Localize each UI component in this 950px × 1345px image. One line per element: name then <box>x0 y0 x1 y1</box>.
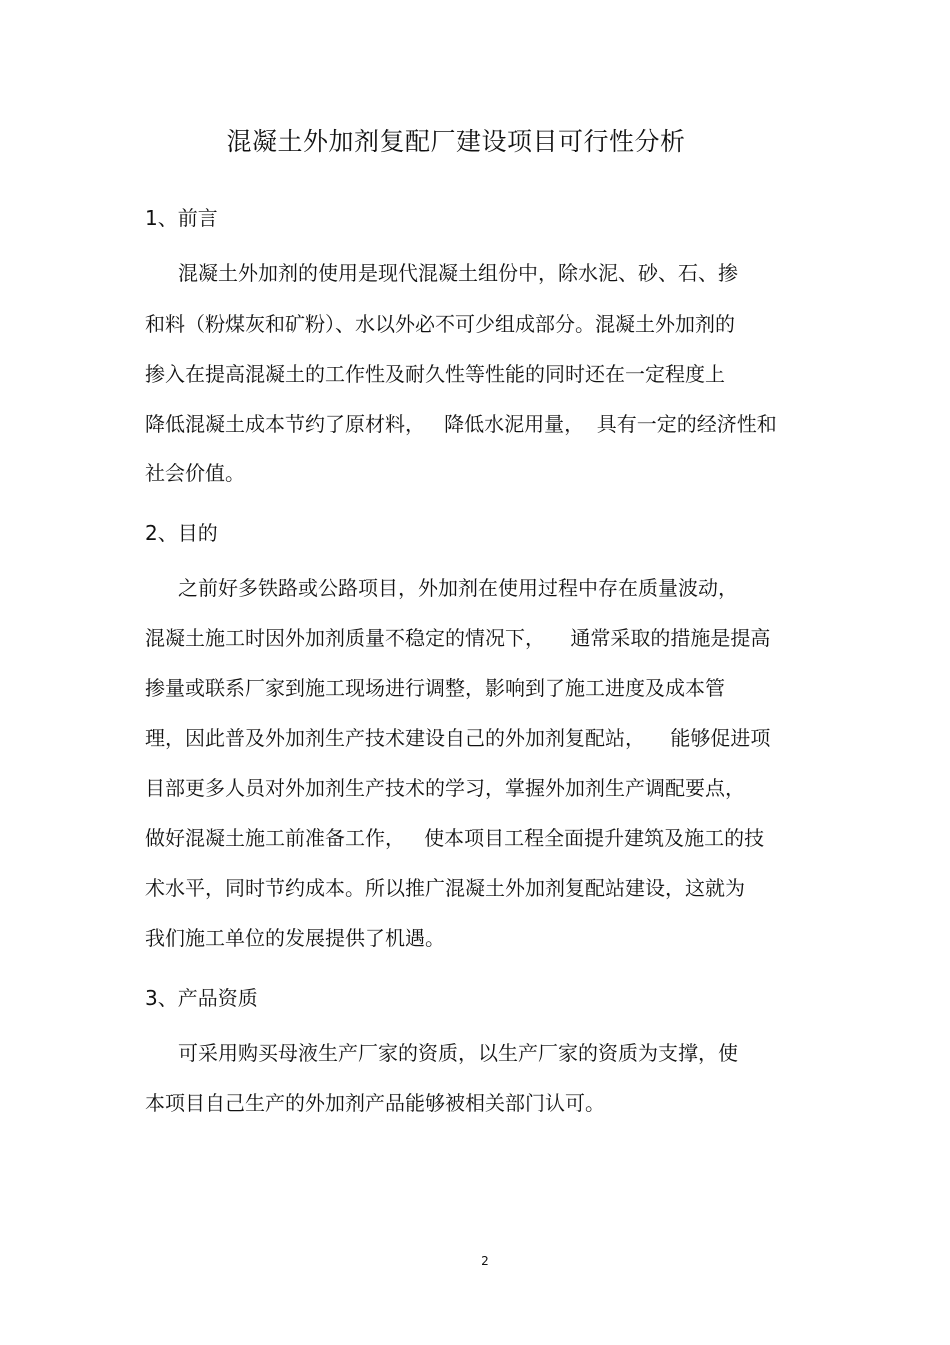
paragraph-line: 可采用购买母液生产厂家的资质，以生产厂家的资质为支撑，使 <box>178 1041 738 1065</box>
paragraph-line: 之前好多铁路或公路项目，外加剂在使用过程中存在质量波动， <box>178 576 738 600</box>
section-heading-1: 1、前言 <box>145 206 218 230</box>
paragraph-line: 我们施工单位的发展提供了机遇。 <box>145 926 445 950</box>
paragraph-line: 和料（粉煤灰和矿粉）、水以外必不可少组成部分。混凝土外加剂的 <box>145 312 735 336</box>
paragraph-line: 混凝土施工时因外加剂质量不稳定的情况下， 通常采取的措施是提高 <box>145 626 771 650</box>
paragraph-line: 掺量或联系厂家到施工现场进行调整，影响到了施工进度及成本管 <box>145 676 725 700</box>
paragraph-line: 混凝土外加剂的使用是现代混凝土组份中，除水泥、砂、石、掺 <box>178 261 738 285</box>
section-heading-3: 3、产品资质 <box>145 986 258 1010</box>
paragraph-line: 本项目自己生产的外加剂产品能够被相关部门认可。 <box>145 1091 605 1115</box>
paragraph-line: 做好混凝土施工前准备工作， 使本项目工程全面提升建筑及施工的技 <box>145 826 765 850</box>
document-title: 混凝土外加剂复配厂建设项目可行性分析 <box>226 127 686 156</box>
paragraph-line: 理，因此普及外加剂生产技术建设自己的外加剂复配站， 能够促进项 <box>145 726 771 750</box>
page-number: 2 <box>481 1254 489 1268</box>
paragraph-line: 术水平，同时节约成本。所以推广混凝土外加剂复配站建设，这就为 <box>145 876 745 900</box>
section-heading-2: 2、目的 <box>145 521 218 545</box>
paragraph-line: 目部更多人员对外加剂生产技术的学习，掌握外加剂生产调配要点， <box>145 776 745 800</box>
paragraph-line: 掺入在提高混凝土的工作性及耐久性等性能的同时还在一定程度上 <box>145 362 725 386</box>
paragraph-line: 降低混凝土成本节约了原材料， 降低水泥用量， 具有一定的经济性和 <box>145 412 777 436</box>
paragraph-line: 社会价值。 <box>145 461 245 485</box>
